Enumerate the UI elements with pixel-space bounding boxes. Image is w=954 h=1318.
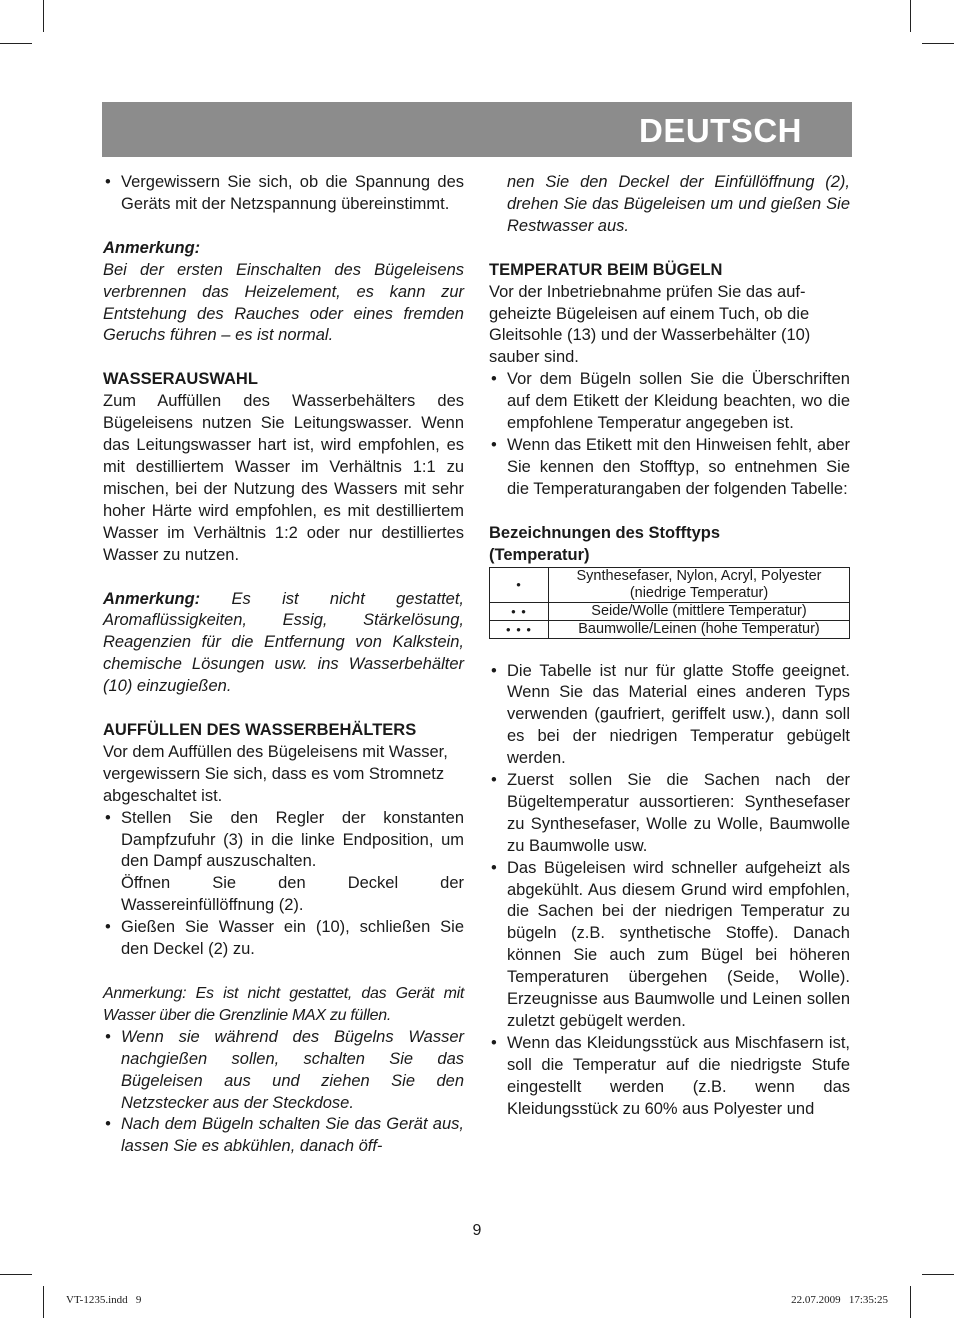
- note-label: Anmerkung:: [103, 238, 201, 257]
- crop-mark: [910, 1286, 911, 1318]
- list-item-text: Stellen Sie den Regler der konstanten Dampfzufuhr (3) in die linke Endposition, um den Dampf auszuschalten.: [121, 808, 464, 871]
- bullet: •: [491, 771, 497, 790]
- footer-file-info: VT-1235.indd 9: [66, 1294, 142, 1306]
- fabric-description: Seide/Wolle (mittlere Temperatur): [549, 602, 850, 620]
- fabric-description: Synthesefaser, Nylon, Acryl, Polyester (niedrige Temperatur): [549, 567, 850, 602]
- fabric-description: Baumwolle/Leinen (hohe Temperatur): [549, 620, 850, 638]
- bullet: •: [491, 661, 497, 680]
- list-item-text: Vergewissern Sie sich, ob die Spannung des Geräts mit der Netzspannung übereinstimmt.: [121, 173, 464, 213]
- crop-mark: [43, 1286, 44, 1318]
- table-row: [490, 567, 850, 602]
- list-item-text: Wenn sie während des Bügelns Wasser nachgießen sollen, schalten Sie das Bügeleisen aus und ziehen Sie den Netzstecker aus der Steckdose.: [121, 1027, 464, 1112]
- list-item: [103, 917, 464, 961]
- note-paragraph: Anmerkung: Es ist nicht gestattet, Aromaflüssigkeiten, Essig, Stärkelösung, Reagenzien für die Entfernung von Kalkstein, chemische Lösungen usw. ins Wasserbehälter (10) einzugießen.: [103, 589, 464, 696]
- list-item: [489, 661, 850, 771]
- bullet: •: [491, 370, 497, 389]
- list-item-text: Nach dem Bügeln schalten Sie das Gerät aus, lassen Sie es abkühlen, danach öff-: [121, 1115, 464, 1156]
- crop-mark: [922, 1274, 954, 1275]
- list-item-text: Das Bügeleisen wird schneller aufgeheizt als abgekühlt. Aus diesem Grund wird empfohlen, die Sachen bei der niedrigen Temperatur zu bügeln (z.B. synthetische Stoffe). Danach können Sie auch zum Bügel bei höheren Temperaturen übergehen (Seide, Wolle). Erzeugnisse aus Baumwolle und Leinen sollen zuletzt gebügelt werden.: [507, 858, 850, 1030]
- bullet: •: [105, 808, 111, 827]
- temperature-symbol: •: [490, 567, 549, 602]
- list-item-text: Gießen Sie Wasser ein (10), schließen Sie den Deckel (2) zu.: [121, 918, 464, 959]
- list-item: [103, 808, 464, 874]
- list-item: [103, 172, 464, 216]
- paragraph: Zum Auffüllen des Wasserbehälters des Bügeleisens nutzen Sie Leitungswasser. Wenn das Leitungswasser hart ist, wird empfohlen, es mit destilliertem Wasser im Verhältnis 1:1 zu mischen, bei der Nutzung des Wassers mit sehr hoher Härte wird empfohlen, es mit destilliertem Wasser im Verhältnis 1:2 oder nur destilliertes Wasser zu nutzen.: [103, 392, 464, 564]
- paragraph: Vor dem Auffüllen des Bügeleisens mit Wasser, vergewissern Sie sich, dass es vom Stromnetz abgeschaltet ist.: [103, 742, 448, 805]
- list-item: [489, 770, 850, 858]
- temperature-symbol: • • •: [490, 620, 549, 638]
- left-column: [103, 172, 464, 1158]
- table-heading: Bezeichnungen des Stofftyps (Temperatur): [489, 523, 721, 564]
- paragraph: Vor der Inbetriebnahme prüfen Sie das aufgeheizte Bügeleisen auf einem Tuch, ob die Gleitsohle (13) und der Wasserbehälter (10) sauber sind.: [489, 282, 811, 367]
- right-column: [489, 172, 850, 1121]
- footer-timestamp: 22.07.2009 17:35:25: [791, 1294, 888, 1306]
- table-row: [490, 602, 850, 620]
- crop-mark: [910, 0, 911, 32]
- language-header-bar: [102, 102, 852, 157]
- list-item: [103, 1027, 464, 1115]
- crop-mark: [0, 1274, 32, 1275]
- crop-mark: [0, 43, 32, 44]
- list-item: [489, 858, 850, 1033]
- list-item-text: Zuerst sollen Sie die Sachen nach der Bügeltemperatur aussortieren: Synthesefaser zu Synthesefaser, Wolle zu Wolle, Baumwolle zu Baumwolle usw.: [507, 771, 850, 855]
- bullet: •: [105, 918, 111, 937]
- temperature-symbol: • •: [490, 602, 549, 620]
- list-item: [489, 369, 850, 435]
- bullet: •: [491, 858, 497, 877]
- section-heading-wasserauswahl: WASSERAUSWAHL: [103, 370, 258, 389]
- note-paragraph: Anmerkung: Es ist nicht gestattet, das Gerät mit Wasser über die Grenzlinie MAX zu füllen.: [103, 985, 464, 1024]
- list-item-continuation: Öffnen Sie den Deckel der Wassereinfüllöffnung (2).: [121, 874, 464, 915]
- bullet: •: [105, 1115, 111, 1134]
- bullet: •: [491, 1033, 497, 1052]
- note-text: Bei der ersten Einschalten des Bügeleisens verbrennen das Heizelement, es kann zur Entstehung des Rauches oder eines fremden Geruchs führen – es ist normal.: [103, 260, 464, 345]
- list-item-text: Wenn das Etikett mit den Hinweisen fehlt, aber Sie kennen den Stofftyp, so entnehmen Sie die Temperaturangaben der folgenden Tabelle:: [507, 435, 850, 498]
- crop-mark: [43, 0, 44, 32]
- list-item-text: Die Tabelle ist nur für glatte Stoffe geeignet. Wenn Sie das Material eines anderen Typs verwenden (gaufriert, geriffelt usw.), dann soll es bei der niedrigen Temperatur gebügelt werden.: [507, 661, 850, 768]
- fabric-temperature-table: [489, 567, 850, 639]
- list-item: [103, 1114, 464, 1158]
- table-row: [490, 620, 850, 638]
- section-heading-auffuellen: AUFFÜLLEN DES WASSERBEHÄLTERS: [103, 721, 417, 740]
- bullet: •: [105, 173, 111, 191]
- crop-mark: [922, 43, 954, 44]
- list-item: [489, 435, 850, 501]
- list-item-text: Wenn das Kleidungsstück aus Mischfasern ist, soll die Temperatur auf die niedrigste Stufe eingestellt werden (z.B. wenn das Kleidungsstück zu 60% aus Polyester und: [507, 1033, 850, 1118]
- list-item-continuation: nen Sie den Deckel der Einfüllöffnung (2), drehen Sie das Bügeleisen um und gießen Sie Restwasser aus.: [507, 173, 850, 235]
- language-title: DEUTSCH: [638, 112, 802, 149]
- list-item: [489, 1033, 850, 1121]
- page-number: 9: [472, 1222, 482, 1239]
- list-item-text: Vor dem Bügeln sollen Sie die Überschriften auf dem Etikett der Kleidung beachten, wo die empfohlene Temperatur angegeben ist.: [507, 370, 850, 433]
- bullet: •: [491, 435, 497, 454]
- section-heading-temperatur: TEMPERATUR BEIM BÜGELN: [489, 260, 723, 279]
- bullet: •: [105, 1027, 111, 1046]
